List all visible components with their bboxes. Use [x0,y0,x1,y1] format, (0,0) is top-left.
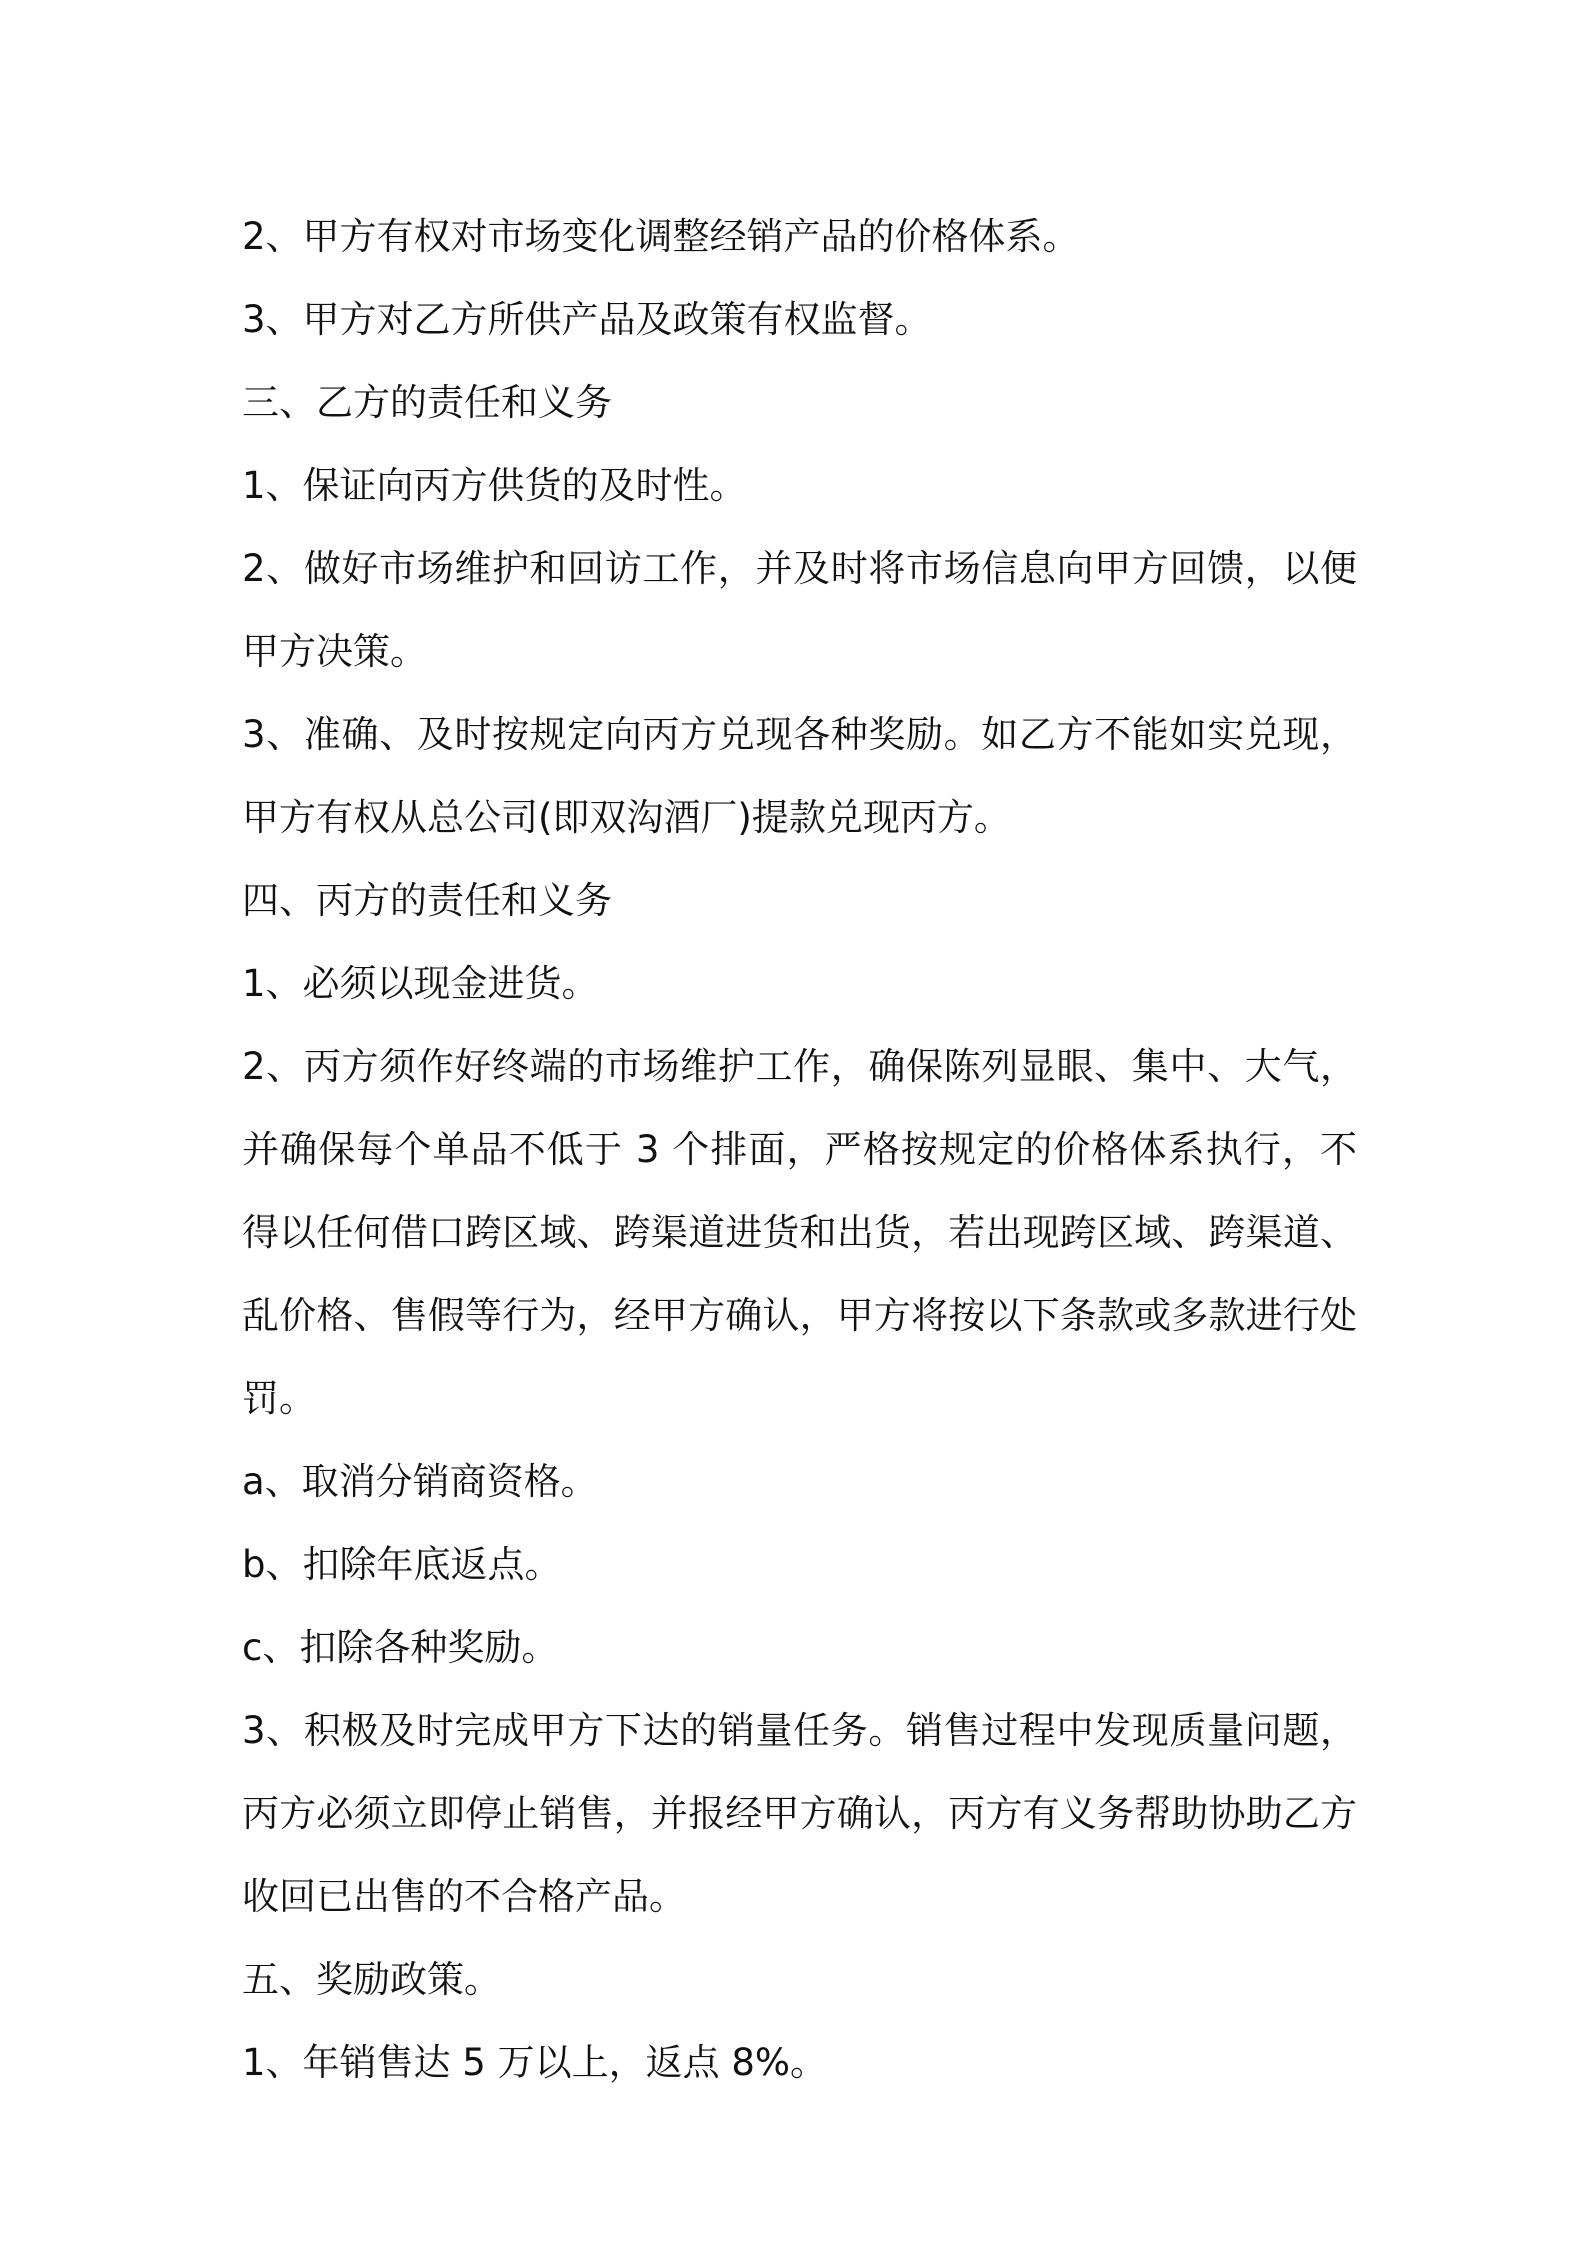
section-heading-party-b-duties: 三、乙方的责任和义务 [242,381,612,424]
section-heading-reward-policy: 五、奖励政策。 [242,1958,501,2001]
clause-2-terminal-maintenance: 2、丙方须作好终端的市场维护工作，确保陈列显眼、集中、大气，并确保每个单品不低于 3 个排面，严格按规定的价格体系执行，不得以任何借口跨区域、跨渠道进货和出货，若出现跨区域、跨渠道、乱价格、售假等行为，经甲方确认，甲方将按以下条款或多款进行处罚。 [242,1045,1357,1420]
clause-3-reward-redemption: 3、准确、及时按规定向丙方兑现各种奖励。如乙方不能如实兑现，甲方有权从总公司(即双沟酒厂)提款兑现丙方。 [242,713,1357,839]
clause-3-sales-targets: 3、积极及时完成甲方下达的销量任务。销售过程中发现质量问题，丙方必须立即停止销售，并报经甲方确认，丙方有义务帮助协助乙方收回已出售的不合格产品。 [242,1709,1357,1918]
document-body [242,195,1357,2104]
clause-2-market-maintenance: 2、做好市场维护和回访工作，并及时将市场信息向甲方回馈，以便甲方决策。 [242,547,1357,673]
clause-1-timely-supply: 1、保证向丙方供货的及时性。 [242,464,747,507]
clause-3-supervision: 3、甲方对乙方所供产品及政策有权监督。 [242,298,932,341]
penalty-item-a: a、取消分销商资格。 [242,1460,598,1503]
penalty-item-c: c、扣除各种奖励。 [242,1626,559,1669]
reward-clause-1: 1、年销售达 5 万以上，返点 8%。 [242,2041,828,2084]
section-heading-party-c-duties: 四、丙方的责任和义务 [242,879,612,922]
clause-1-cash-purchase: 1、必须以现金进货。 [242,962,599,1005]
clause-2-pricing-adjustment: 2、甲方有权对市场变化调整经销产品的价格体系。 [242,215,1080,258]
penalty-item-b: b、扣除年底返点。 [242,1543,562,1586]
